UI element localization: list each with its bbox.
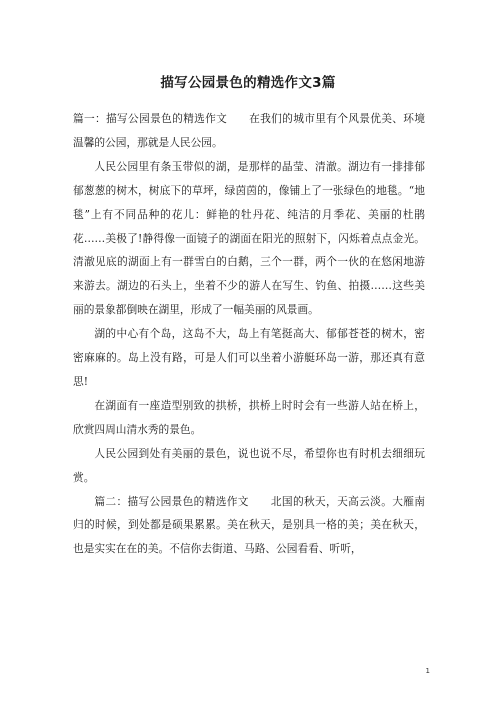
paragraph: 篇二：描写公园景色的精选作文 北国的秋天，天高云淡。大雁南归的时候，到处都是硕果累累。美在秋天，是别具一格的美；美在秋天，也是实实在在的美。不信你去街道、马路、公园看看、听听， [73,494,425,556]
paragraph: 人民公园里有条玉带似的湖，是那样的晶莹、清澈。湖边有一排排郁郁葱葱的树木，树底下的草坪，绿茵茵的，像铺上了一张绿色的地毯。“地毯”上有不同品种的花儿：鲜艳的牡丹花、纯洁的月季花、美丽的杜鹃花……美极了!静得像一面镜子的湖面在阳光的照射下，闪烁着点点金光。清澈见底的湖面上有一群雪白的白鹅，三个一群，两个一伙的在悠闲地游来游去。湖边的石头上，坐着不少的游人在写生、钓鱼、拍摄……这些美丽的景象都倒映在湖里，形成了一幅美丽的风景画。 [73,159,425,317]
paragraph: 在湖面有一座造型别致的拱桥，拱桥上时时会有一些游人站在桥上，欣赏四周山清水秀的景色。 [73,398,425,436]
document-title: 描写公园景色的精选作文3篇 [160,75,336,91]
paragraph: 篇一：描写公园景色的精选作文 在我们的城市里有个风景优美、环境温馨的公园，那就是人民公园。 [73,112,425,149]
paragraph: 人民公园到处有美丽的景色，说也说不尽，希望你也有时机去细细玩赏。 [73,446,425,484]
paragraph: 湖的中心有个岛，这岛不大，岛上有笔挺高大、郁郁苍苍的树木，密密麻麻的。岛上没有路，可是人们可以坐着小游艇环岛一游，那还真有意思! [73,327,425,388]
document-body [73,107,425,561]
page-number-label: 1 [425,667,430,675]
